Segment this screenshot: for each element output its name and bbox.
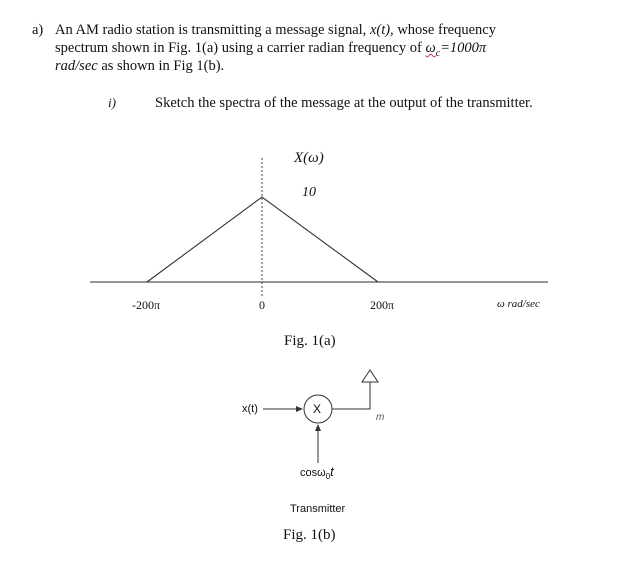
question-line-1-pre: An AM radio station is transmitting a message signal, bbox=[55, 22, 370, 38]
question-line-1-post: whose frequency bbox=[393, 22, 496, 38]
tick-label-zero: 0 bbox=[259, 298, 265, 312]
carrier-signal-subscript: 0 bbox=[325, 472, 331, 482]
carrier-arrow-head bbox=[315, 424, 321, 431]
spectrum-peak-value: 10 bbox=[302, 185, 316, 200]
tick-label-neg-200pi: -200π bbox=[132, 298, 161, 312]
carrier-subscript: c bbox=[435, 47, 441, 59]
transmitter-block-label: Transmitter bbox=[290, 503, 346, 515]
output-line bbox=[332, 381, 370, 409]
multiplier-symbol: X bbox=[313, 402, 322, 416]
sub-question-label: i) bbox=[108, 95, 116, 110]
carrier-value: =1000π bbox=[440, 40, 487, 56]
axis-label-omega: ω rad/sec bbox=[497, 298, 540, 310]
antenna-icon bbox=[362, 370, 378, 382]
tick-label-200pi: 200π bbox=[370, 298, 395, 312]
spectrum-function-label: X(ω) bbox=[294, 150, 324, 166]
antenna-label: m bbox=[376, 412, 385, 423]
figure-caption-1a: Fig. 1(a) bbox=[284, 333, 336, 349]
carrier-signal-label bbox=[300, 464, 334, 481]
transmitter-input-label: x(t) bbox=[242, 403, 258, 415]
signal-name: x(t), bbox=[369, 22, 394, 38]
figure-caption-1b: Fig. 1(b) bbox=[283, 527, 336, 543]
question-label: a) bbox=[32, 22, 44, 38]
carrier-signal-text: cosω bbox=[300, 467, 326, 479]
carrier-symbol: $\omega_c$ bbox=[425, 40, 441, 59]
sub-question-text: Sketch the spectra of the message at the output of the transmitter. bbox=[155, 95, 533, 111]
carrier-signal-t: t bbox=[330, 464, 334, 479]
unit-text: rad/sec bbox=[55, 58, 98, 74]
question-line-2-pre: spectrum shown in Fig. 1(a) using a carrier radian frequency of bbox=[55, 40, 426, 56]
input-arrow-head bbox=[296, 406, 303, 412]
question-line-3-post: as shown in Fig 1(b). bbox=[97, 58, 225, 74]
